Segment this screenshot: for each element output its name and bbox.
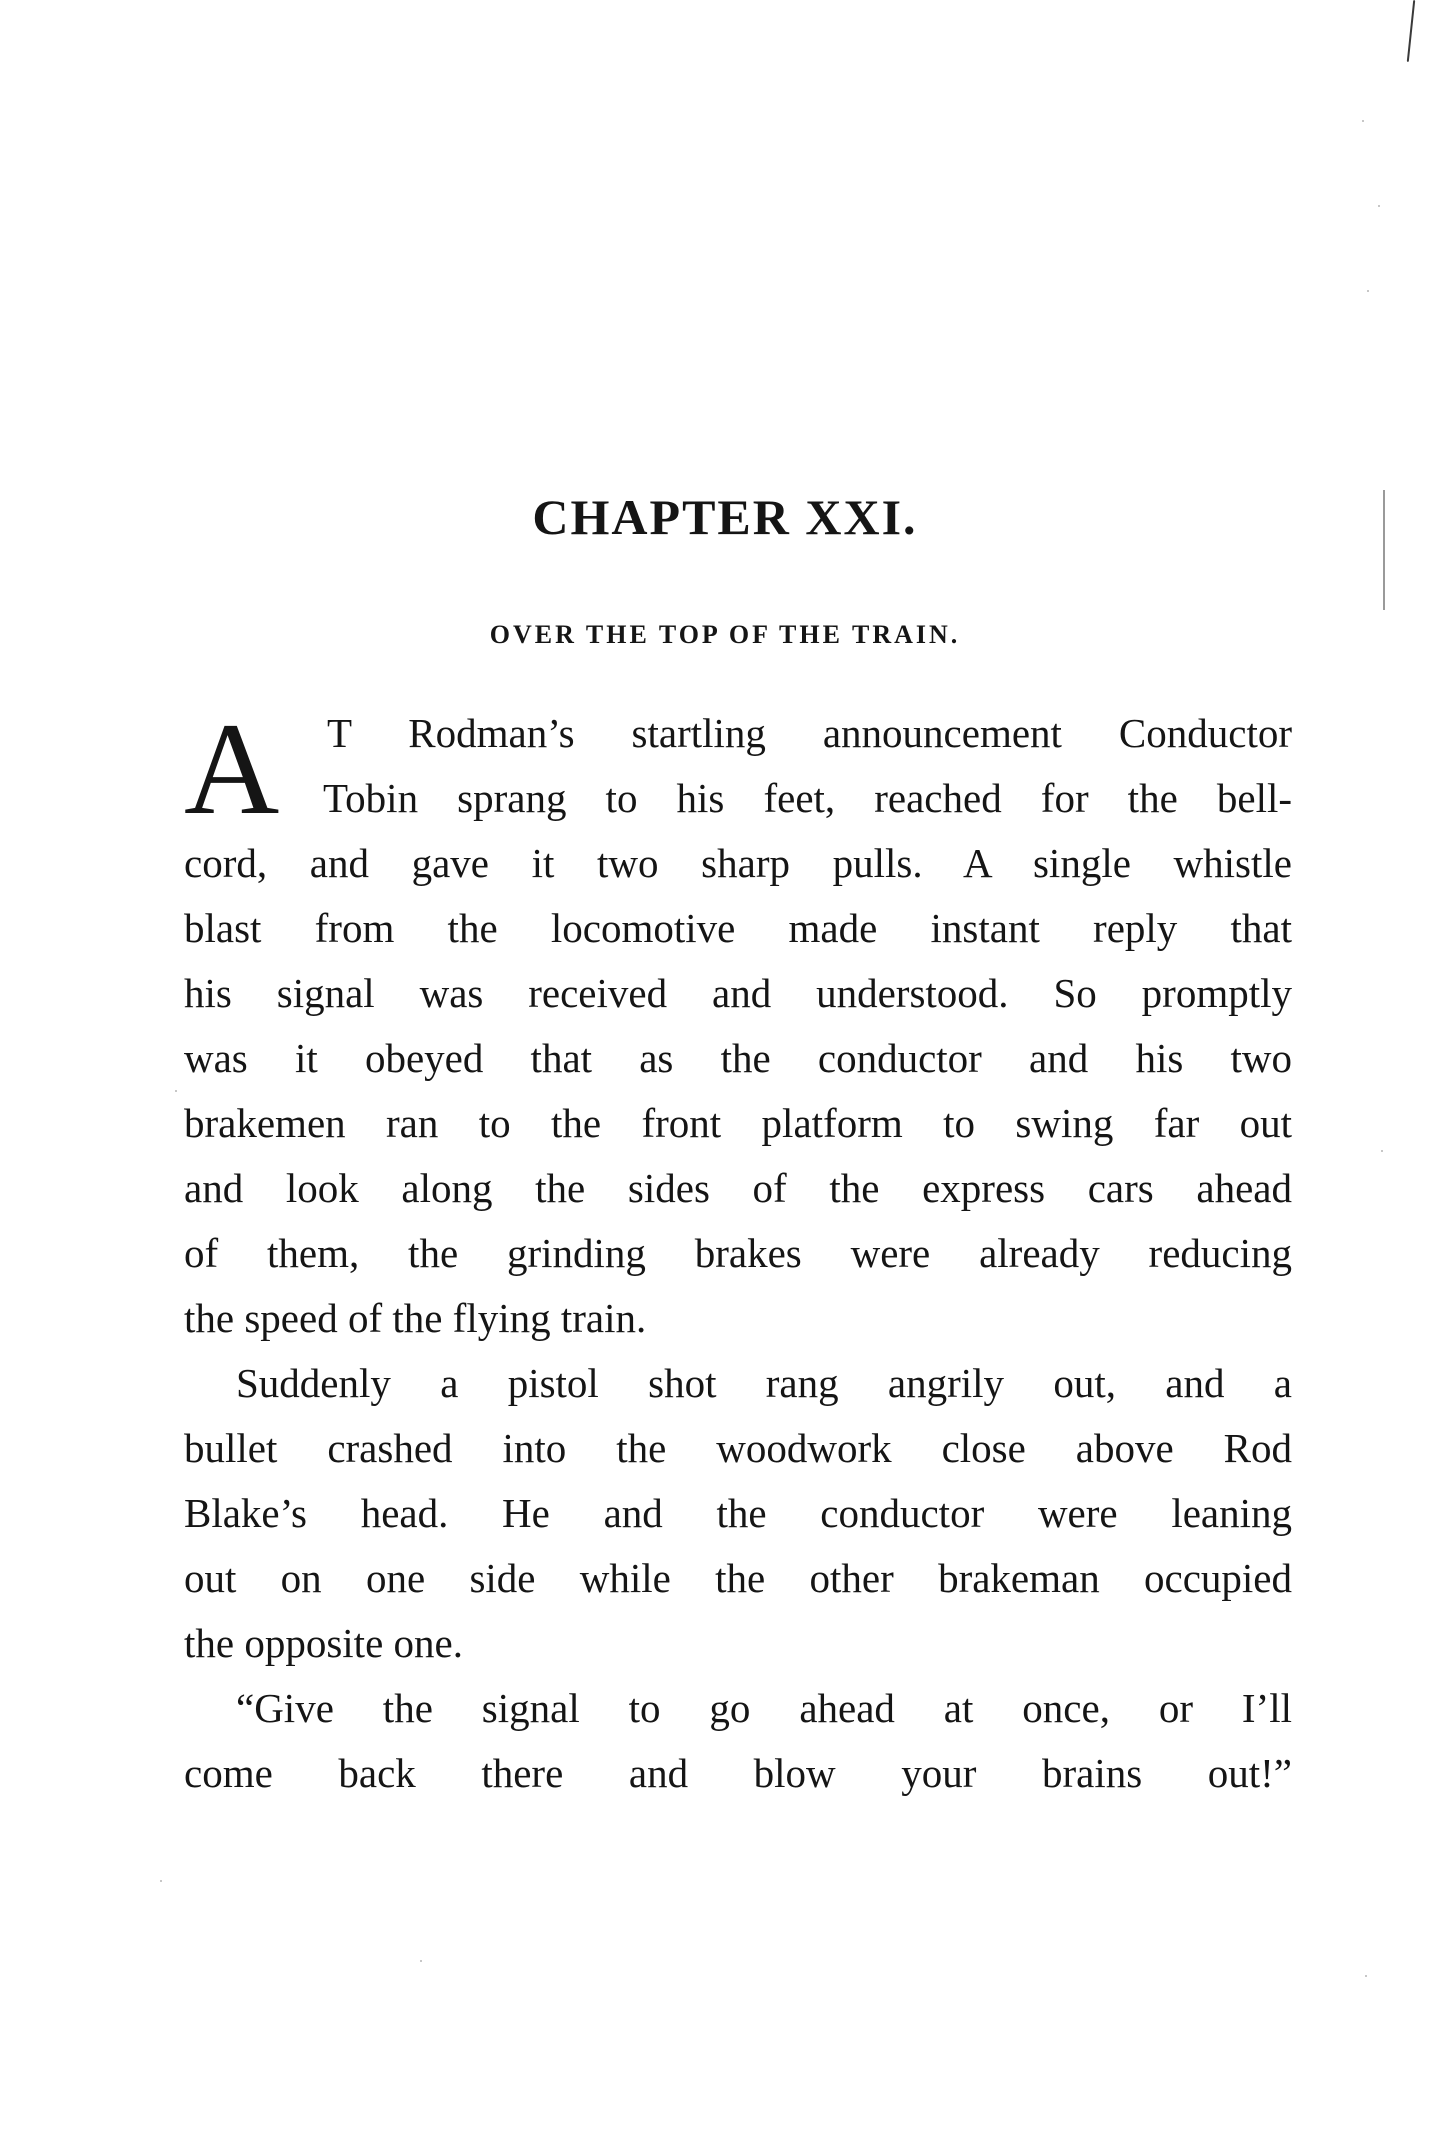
text-line: Suddenly a pistol shot rang angrily out, and a — [236, 1360, 1292, 1406]
text-line: come back there and blow your brains out!” — [184, 1750, 1292, 1796]
text-line: “Give the signal to go ahead at once, or I’ll — [236, 1685, 1292, 1731]
text-line: and look along the sides of the express cars ahead — [184, 1165, 1292, 1211]
text-line: Blake’s head. He and the conductor were leaning — [184, 1490, 1292, 1536]
opening-line: T Rodman’s startling announcement Conductor — [327, 710, 1292, 756]
text-line: the opposite one. — [184, 1620, 463, 1666]
text-line: his signal was received and understood. So promptly — [184, 970, 1292, 1016]
scan-edge-mark — [1407, 0, 1415, 62]
text-line: blast from the locomotive made instant reply that — [184, 905, 1292, 951]
text-line: brakemen ran to the front platform to swing far out — [184, 1100, 1292, 1146]
chapter-title: CHAPTER XXI. — [532, 489, 918, 545]
text-line: was it obeyed that as the conductor and his two — [184, 1035, 1292, 1081]
chapter-body — [184, 695, 1292, 1806]
paper-speck — [1367, 290, 1369, 292]
paper-speck — [160, 1880, 162, 1882]
text-line: the speed of the flying train. — [184, 1295, 647, 1341]
drop-cap: A — [184, 695, 280, 842]
paper-speck — [1365, 1975, 1367, 1977]
paper-speck — [175, 1090, 177, 1092]
text-line: bullet crashed into the woodwork close above Rod — [184, 1425, 1292, 1471]
text-line: of them, the grinding brakes were already reducing — [184, 1230, 1292, 1276]
chapter-subtitle: OVER THE TOP OF THE TRAIN. — [489, 620, 961, 649]
text-line: out on one side while the other brakeman occupied — [184, 1555, 1292, 1601]
paper-speck — [420, 1960, 422, 1962]
text-line: Tobin sprang to his feet, reached for the bell- — [323, 775, 1292, 821]
paper-speck — [1362, 120, 1364, 122]
text-line: cord, and gave it two sharp pulls. A single whistle — [184, 840, 1292, 886]
paper-speck — [1381, 1150, 1383, 1152]
paper-speck — [1378, 205, 1380, 207]
